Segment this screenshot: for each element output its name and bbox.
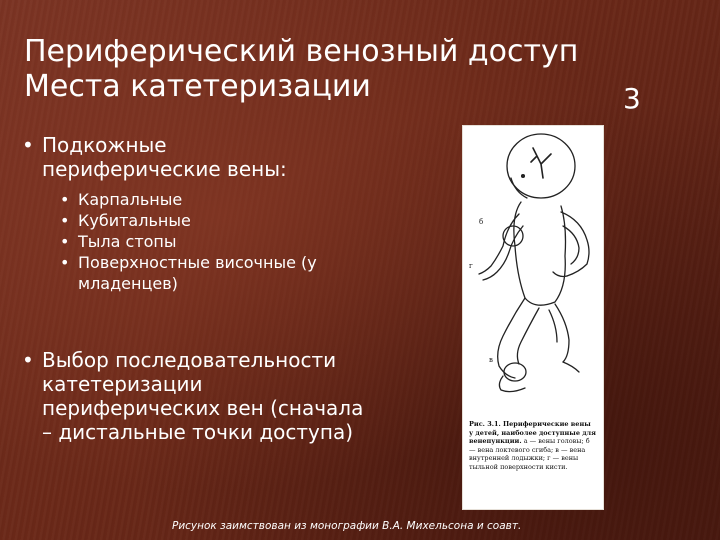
label-v: в: [489, 356, 493, 364]
list-item: • Карпальные: [60, 189, 368, 210]
label-g: г: [469, 262, 473, 270]
list-item: • Поверхностные височные (у младенцев): [60, 252, 368, 294]
right-leg-outline: [555, 304, 569, 362]
content-block: [22, 133, 442, 294]
left-leg-outline: [498, 298, 525, 378]
page-number: 3: [623, 82, 641, 115]
image-credit: Рисунок заимствован из монографии В.А. Михельсона и соавт.: [172, 520, 522, 532]
right-foot-outline: [563, 362, 579, 372]
face-outline: [511, 178, 527, 198]
list-item: • Кубитальные: [60, 210, 368, 231]
title-line-2: Места катетеризации: [24, 69, 371, 104]
caption-head: Рис. 3.1. Периферические вены у детей, наиболее доступные для венепункции.: [469, 420, 596, 446]
title-line-1: Периферический венозный доступ: [24, 34, 579, 69]
left-leg-inner: [517, 308, 539, 364]
torso-outline: [514, 202, 566, 305]
label-b: б: [479, 218, 484, 226]
left-foot-outline: [499, 376, 525, 392]
infant-veins-figure: [462, 125, 604, 510]
figure-caption: [469, 420, 597, 472]
list-item: • Тыла стопы: [60, 231, 368, 252]
left-arm-outline: [479, 214, 519, 274]
slide-title: [24, 34, 584, 104]
caption-body: а — вены головы; б — вена локтевого сгиба; в — вена внутренней лодыжки; г — вены тыльной поверхности кисти.: [469, 437, 590, 471]
bullet-catheterization-order: • Выбор последовательности катетеризации периферических вен (сначала – дистальные точки доступа): [22, 348, 372, 444]
head-veins-icon: [531, 148, 551, 178]
infant-drawing: [463, 126, 603, 416]
eye-icon: [522, 175, 525, 178]
bullet-subcutaneous-veins: • Подкожные периферические вены:: [22, 133, 342, 181]
vein-list: [60, 189, 442, 294]
right-leg-inner: [549, 310, 557, 342]
